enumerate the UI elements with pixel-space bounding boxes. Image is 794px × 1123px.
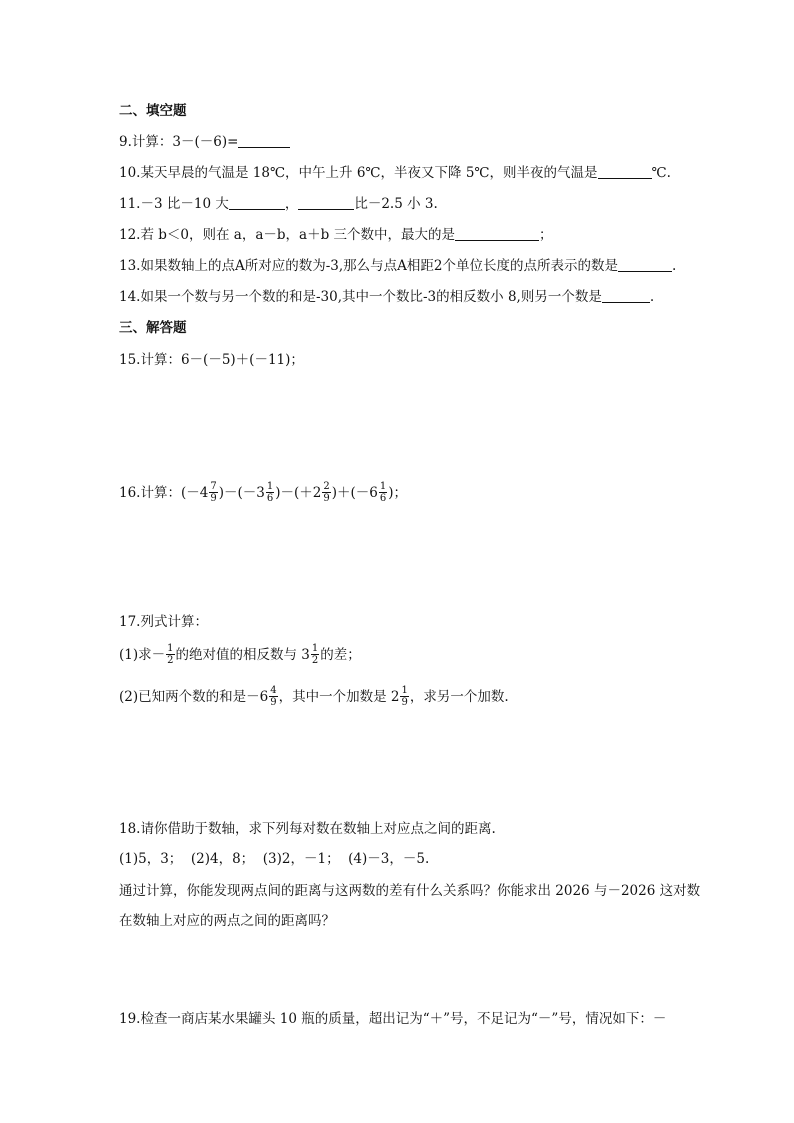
denominator: 6: [379, 493, 387, 504]
text-part: (2)已知两个数的和是－6: [119, 689, 269, 705]
question-10-unit: ℃.: [651, 165, 671, 181]
numerator: 2: [323, 481, 330, 492]
fraction: [209, 481, 217, 504]
question-15-text: 15.计算：6－(－5)＋(－11)；: [119, 352, 304, 368]
question-14-text: 14.如果一个数与另一个数的和是-30,其中一个数比-3的相反数小 8,则另一个数是: [119, 289, 602, 305]
numerator: 1: [311, 643, 319, 654]
denominator: 2: [167, 655, 174, 666]
fraction: [269, 685, 277, 708]
expr-part: )；: [388, 485, 407, 501]
fraction: [400, 685, 408, 708]
expr-part: )－(－3: [218, 485, 265, 501]
question-13-text: 13.如果数轴上的点A所对应的数为-3,那么与点A相距2个单位长度的点所表示的数是: [119, 258, 618, 274]
numerator: 4: [270, 685, 277, 696]
question-11-tail: 比－2.5 小 3.: [354, 196, 438, 212]
question-17-part-1: [119, 642, 361, 668]
question-11: [119, 194, 438, 214]
question-17-part-2: [119, 684, 509, 710]
answer-blank[interactable]: [602, 288, 650, 303]
question-15: [119, 350, 304, 370]
question-11-text: 11.－3 比－10 大: [119, 196, 229, 212]
section-heading-solve: 三、解答题: [119, 320, 187, 336]
answer-blank[interactable]: [455, 226, 539, 241]
text-part: ，求另一个加数.: [409, 689, 509, 705]
denominator: 9: [323, 493, 330, 504]
question-10: [119, 163, 671, 183]
fraction: [266, 481, 274, 504]
fraction: [379, 481, 387, 504]
question-17-title: 17.列式计算：: [119, 614, 208, 630]
question-18-line-1: 18.请你借助于数轴，求下列每对数在数轴上对应点之间的距离.: [119, 821, 496, 837]
fraction: [322, 481, 330, 504]
expr-part: )＋(－6: [331, 485, 378, 501]
answer-blank[interactable]: [238, 133, 290, 148]
question-11-comma: ，: [284, 196, 299, 212]
question-13: [119, 256, 676, 276]
fraction: [311, 643, 319, 666]
denominator: 9: [401, 697, 408, 708]
denominator: 2: [311, 655, 319, 666]
denominator: 9: [210, 493, 217, 504]
numerator: 1: [379, 481, 387, 492]
question-9-text: 9.计算：3－(－6)=: [119, 134, 239, 150]
question-9: [119, 132, 290, 152]
answer-blank[interactable]: [598, 164, 652, 179]
numerator: 7: [210, 481, 217, 492]
numerator: 1: [266, 481, 274, 492]
question-14-tail: .: [649, 289, 655, 305]
question-19: 19.检查一商店某水果罐头 10 瓶的质量，超出记为“＋”号，不足记为“－”号，情况如下：－: [119, 1011, 667, 1027]
text-part: ，其中一个加数是 2: [278, 689, 400, 705]
question-18-line-3: 通过计算，你能发现两点间的距离与这两数的差有什么关系吗？你能求出 2026 与－2026 这对数: [119, 883, 701, 899]
question-14: [119, 287, 654, 307]
answer-blank[interactable]: [298, 195, 354, 210]
question-12: [119, 225, 553, 245]
fraction: [166, 643, 174, 666]
text-part: 的差；: [320, 647, 361, 663]
section-heading-fill-in: 二、填空题: [119, 103, 187, 119]
question-13-tail: .: [672, 258, 677, 274]
answer-blank[interactable]: [618, 257, 672, 272]
question-12-text: 12.若 b＜0，则在 a，a－b，a＋b 三个数中，最大的是: [119, 227, 456, 243]
text-part: (1)求－: [119, 647, 166, 663]
question-16: [119, 480, 407, 506]
denominator: 6: [266, 493, 274, 504]
text-part: 的绝对值的相反数与 3: [175, 647, 310, 663]
question-10-text: 10.某天早晨的气温是 18℃，中午上升 6℃，半夜又下降 5℃，则半夜的气温是: [119, 165, 598, 181]
numerator: 1: [167, 643, 174, 654]
question-18-line-4: 在数轴上对应的两点之间的距离吗？: [119, 913, 335, 929]
question-12-tail: ；: [539, 227, 553, 243]
answer-blank[interactable]: [229, 195, 285, 210]
question-18-line-2: (1)5，3； (2)4，8； (3)2，－1； (4)－3，－5.: [119, 851, 430, 867]
expr-part: 16.计算：(－4: [119, 485, 209, 501]
denominator: 9: [270, 697, 277, 708]
numerator: 1: [401, 685, 408, 696]
expr-part: )－(＋2: [275, 485, 322, 501]
